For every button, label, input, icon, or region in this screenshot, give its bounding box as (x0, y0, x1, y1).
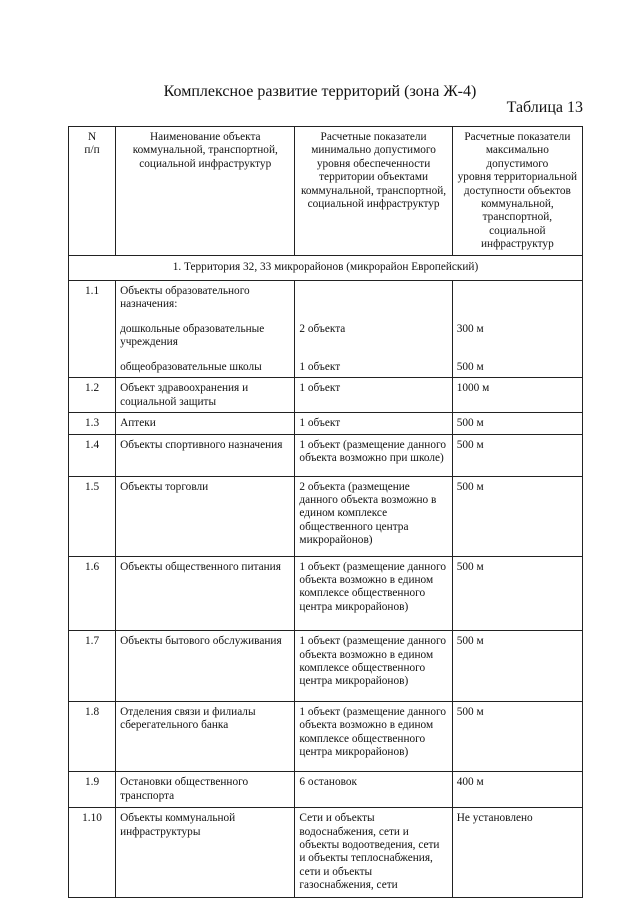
row-number: 1.7 (69, 631, 116, 702)
row-object-name: Объекты общественного питания (116, 556, 295, 631)
row-object-name: Объекты коммунальной инфраструктуры (116, 808, 295, 897)
row-min-level (295, 281, 452, 378)
row-max-access: 1000 м (452, 378, 582, 413)
row-object-name: Объект здравоохранения и социальной защиты (116, 378, 295, 413)
row-object-name: Объекты бытового обслуживания (116, 631, 295, 702)
row-max-access: 500 м (452, 413, 582, 434)
document-title: Комплексное развитие территорий (зона Ж-4) (163, 83, 477, 100)
section-row (69, 255, 583, 280)
table-row (69, 413, 583, 434)
row-max-access (452, 281, 582, 378)
row-min-level: 1 объект (295, 378, 452, 413)
table-row (69, 476, 583, 556)
row-max-access: 500 м (452, 701, 582, 772)
header-number: N п/п (69, 127, 116, 256)
row-max-access: 500 м (452, 556, 582, 631)
sub-item-min: 2 объекта (299, 323, 346, 336)
row-object-name (116, 281, 295, 378)
sub-item-min: 1 объект (299, 361, 341, 374)
table-row (69, 631, 583, 702)
table-row (69, 701, 583, 772)
sub-item-max: 500 м (456, 361, 484, 374)
sub-item-max: 300 м (456, 323, 484, 336)
row-min-level: 1 объект (размещение данного объекта возможно в едином комплексе общественного центра микрорайонов) (295, 631, 452, 702)
row-max-access: Не установлено (452, 808, 582, 897)
table-row (69, 556, 583, 631)
row-number: 1.4 (69, 434, 116, 476)
row-min-level: 6 остановок (295, 772, 452, 808)
row-group-title: Объекты образовательного назначения: (120, 285, 250, 311)
row-object-name: Объекты спортивного назначения (116, 434, 295, 476)
sub-item-name: дошкольные образовательные учреждения (120, 322, 265, 349)
table-header-row (69, 127, 583, 256)
row-number: 1.8 (69, 701, 116, 772)
row-min-level: 1 объект (размещение данного объекта возможно в едином комплексе общественного центра микрорайонов) (295, 556, 452, 631)
header-min-level: Расчетные показатели минимально допустимого уровня обеспеченности территории объектами коммунальной, транспортной, социальной инфраструктур (295, 127, 452, 256)
row-max-access: 500 м (452, 434, 582, 476)
row-number: 1.1 (69, 281, 116, 378)
row-object-name: Отделения связи и филиалы сберегательного банка (116, 701, 295, 772)
table-row (69, 378, 583, 413)
row-min-level: Сети и объекты водоснабжения, сети и объекты водоотведения, сети и объекты теплоснабжения, сети и объекты газоснабжения, сети (295, 808, 452, 897)
row-number: 1.3 (69, 413, 116, 434)
row-max-access: 500 м (452, 476, 582, 556)
header-object-name: Наименование объекта коммунальной, транспортной, социальной инфраструктур (116, 127, 295, 256)
table-label: Таблица 13 (506, 99, 583, 116)
row-number: 1.10 (69, 808, 116, 897)
row-max-access: 400 м (452, 772, 582, 808)
section-title: 1. Территория 32, 33 микрорайонов (микрорайон Европейский) (69, 255, 583, 280)
table-body (69, 378, 583, 897)
row-min-level: 2 объекта (размещение данного объекта возможно в едином комплексе общественного центра микрорайонов) (295, 476, 452, 556)
row-object-name: Объекты торговли (116, 476, 295, 556)
table-row (69, 772, 583, 808)
header-max-access: Расчетные показатели максимально допустимого уровня территориальной доступности объектов коммунальной, транспортной, социальной инфраструктур (452, 127, 582, 256)
row-number: 1.5 (69, 476, 116, 556)
row-object-name: Остановки общественного транспорта (116, 772, 295, 808)
table-row (69, 281, 583, 378)
row-number: 1.2 (69, 378, 116, 413)
row-min-level: 1 объект (размещение данного объекта возможно в едином комплексе общественного центра микрорайонов) (295, 701, 452, 772)
table-row (69, 434, 583, 476)
row-number: 1.9 (69, 772, 116, 808)
row-max-access: 500 м (452, 631, 582, 702)
row-min-level: 1 объект (размещение данного объекта возможно при школе) (295, 434, 452, 476)
indicators-table (68, 126, 583, 898)
row-number: 1.6 (69, 556, 116, 631)
row-object-name: Аптеки (116, 413, 295, 434)
row-min-level: 1 объект (295, 413, 452, 434)
table-row (69, 808, 583, 897)
sub-item-name: общеобразовательные школы (120, 360, 262, 373)
